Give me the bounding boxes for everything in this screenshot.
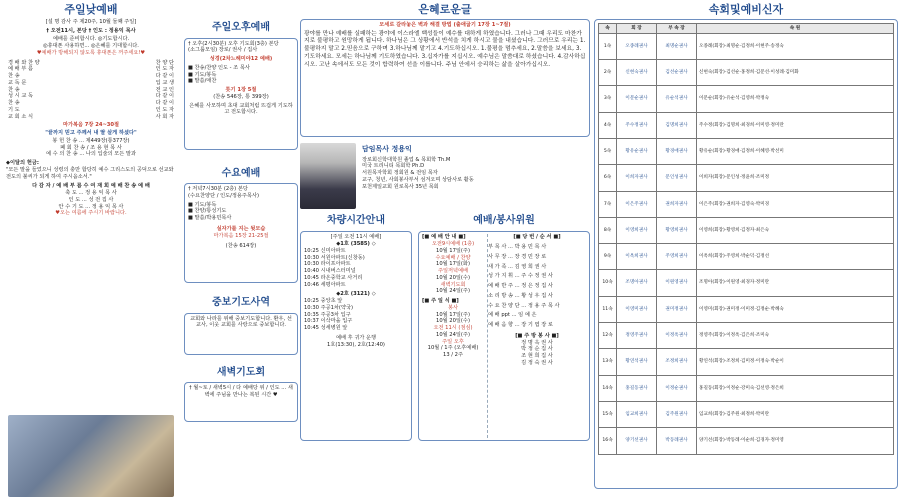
pastor-line: 포천제일교회 원로목사 35년 목회 <box>362 183 439 190</box>
wednesday-item: ■ 찬양/통성기도 <box>188 208 227 215</box>
cell-leader: 양기선권사 <box>617 428 657 454</box>
wednesday-hymn: (찬송 614장) <box>225 243 257 250</box>
cell-number: 15속 <box>599 401 617 427</box>
afternoon-scripture: 룻기 1장 5절 <box>225 87 257 93</box>
shuttle-line: 1호(13:30), 2호(12:40) <box>327 341 385 348</box>
wednesday-sermon: 실자가를 지는 뒷모습 <box>216 225 266 232</box>
cell-leader: 이은주권사 <box>617 191 657 217</box>
cell-subleader: 김명희권사 <box>657 112 697 138</box>
header-cell: 속 원 <box>697 23 894 33</box>
cell-members: 황연석(회장)·조정희·김미정·이정숙·박순이 <box>697 349 894 375</box>
cell-number: 8속 <box>599 217 617 243</box>
cell-leader: 주수정권사 <box>617 112 657 138</box>
cell-subleader: 최명순권사 <box>657 33 697 59</box>
cell-subleader: 유순석권사 <box>657 86 697 112</box>
table-row <box>599 375 894 401</box>
pastor-line: 미국 트리니티 목회학 Ph.D <box>362 163 425 170</box>
afternoon-item: ■ 말씀/애찬 <box>188 78 217 85</box>
afternoon-item: ■ 찬송/찬양 인도 - 조 목사 <box>188 64 250 71</box>
cell-number: 10속 <box>599 270 617 296</box>
cell-members: 황유순(회장)·황경애·김정희·이혜영·박선미 <box>697 138 894 164</box>
shuttle-line: 10:30 서원아파트(신창동) <box>304 254 365 261</box>
volunteer-right: 박 정 순 집 사 <box>521 346 553 353</box>
order-row: 찬 송 다 같 이 <box>8 100 174 106</box>
cell-leader: 임교희권사 <box>617 401 657 427</box>
congregation-photo <box>8 415 174 497</box>
grace-subtitle: 모세로 갈라놓은 벽과 해결 방법 (출애굽기 17장 1~7절) <box>379 21 511 28</box>
shuttle-line: 10:25 중앙초 앞 <box>304 298 343 304</box>
intro-line-3: ♥예배가 방해되지 않도록 휴대폰은 꺼주세요!♥ <box>36 49 146 56</box>
bottom-row: 안 수 기 도 ... 정 용 익 목 사 <box>58 203 124 210</box>
cell-subleader: 이정옥권사 <box>657 323 697 349</box>
cell-number: 16속 <box>599 428 617 454</box>
cell-members: 정영주(회장)·이정옥·김은희·조미숙 <box>697 323 894 349</box>
shuttle-line: ◆2호 (3121) ◇ <box>336 291 376 298</box>
cell-leader: 조명아권사 <box>617 270 657 296</box>
cell-subleader: 주영희권사 <box>657 244 697 270</box>
cell-number: 1속 <box>599 33 617 59</box>
shuttle-line: 10:35 주공3차 입구 <box>304 311 351 318</box>
table-row <box>599 165 894 191</box>
cell-leader: 이영미권사 <box>617 296 657 322</box>
volunteer-left: 10월 24일(주) <box>436 331 470 338</box>
grace-box <box>300 19 590 137</box>
shuttle-section <box>300 215 412 442</box>
volunteer-left: 10월 17일(주) <box>436 247 470 254</box>
notice-title: ◆이달의 헌금: <box>6 160 39 166</box>
cell-number: 12속 <box>599 323 617 349</box>
cell-subleader: 황경애권사 <box>657 138 697 164</box>
grace-column <box>300 0 590 501</box>
cell-subleader: 이정순권사 <box>657 375 697 401</box>
table-row <box>599 217 894 243</box>
volunteer-right: 예 배 음 향 ... 장 기 엽 장 로 <box>488 322 553 328</box>
cell-leader: 이희자권사 <box>617 165 657 191</box>
volunteer-left: 13 / 2주 <box>443 352 463 358</box>
order-row: 기 도 인 도 자 <box>8 106 174 113</box>
volunteer-right: 부 목 사 ... 박 용 민 목 사 <box>488 244 547 250</box>
volunteer-left: 봉사 <box>447 304 459 311</box>
notice-text: "모든 말을 들었으니 성령의 충만 합당히 예수 그리스도의 공덕으로 선교와 전도의 불씨가 되게 하여 주시옵소서." <box>6 166 174 180</box>
table-row <box>599 296 894 322</box>
afternoon-hymn: (찬송 546장, 통 399장) <box>213 93 269 100</box>
order-row: 교 독 문 입 교 생 <box>8 79 174 86</box>
afternoon-worship-box <box>184 38 298 150</box>
cell-number: 3속 <box>599 86 617 112</box>
bottom-title: 다 감 자 / 예 배 부 름 수 여 재 회 예 배 찬 송 예 배 <box>32 183 150 190</box>
order-row: 찬 송 전 교 인 <box>8 86 174 93</box>
pastor-line: 교구, 청년, 사회봉사부서 섬겨오며 상담사로 활동 <box>362 176 474 183</box>
cell-groups-box <box>594 19 898 489</box>
table-row <box>599 323 894 349</box>
cell-groups-title: 속회및예비신자 <box>708 3 784 16</box>
shuttle-title: 차량시간안내 <box>327 214 385 226</box>
volunteer-left: 10월 17일(주) <box>436 311 470 318</box>
table-row <box>599 244 894 270</box>
order-row: 찬 송 다 같 이 <box>8 73 174 79</box>
order-row: 성 시 교 독 다 같 이 <box>8 93 174 100</box>
cell-subleader: 김주원권사 <box>657 401 697 427</box>
offering-hymn: 봉 헌 찬 송 ... 제449장(통377장) <box>52 137 130 144</box>
volunteer-right: 예 배 반 주 ... 정 은 정 집 사 <box>488 283 553 289</box>
cell-leader: 황유순권사 <box>617 138 657 164</box>
afternoon-worship-title: 주일오후예배 <box>212 22 270 33</box>
cell-leader: 이문순권사 <box>617 86 657 112</box>
cell-members: 주수정(회장)·김명희·최경희·이미영·정미란 <box>697 112 894 138</box>
volunteer-right: 김 정 숙 권 사 <box>521 359 553 366</box>
wednesday-line: (수요찬양단 / 인도/정용주목사) <box>188 192 259 199</box>
header-cell: 속 <box>599 23 617 33</box>
wednesday-line: † 저녁7시30분 (2층) 본당 <box>188 186 248 192</box>
cell-number: 6속 <box>599 165 617 191</box>
cell-members: 이영희(회장)·황영희·김정자·최은숙 <box>697 217 894 243</box>
cell-subleader: 김선순권사 <box>657 60 697 86</box>
intercession-note: 교회와 나라를 위해 중보기도합니다. 환우, 선교사, 이웃 교회를 사랑으로 중보합니다. <box>190 315 292 329</box>
shuttle-line: 10:45 성세병원 앞 <box>304 325 348 331</box>
cell-groups-table <box>598 23 894 455</box>
table-row <box>599 270 894 296</box>
cell-members: 이희자(회장)·문인성·정윤희·조미정 <box>697 165 894 191</box>
volunteer-right: 사 무 장 ... 장 경 민 장 로 <box>488 253 547 260</box>
cell-subleader: 이원영권사 <box>657 270 697 296</box>
dawn-prayer-title: 새벽기도회 <box>216 366 266 378</box>
volunteer-right: 수 요 찬 양 단 ... 정 용 주 목 사 <box>488 302 560 309</box>
cell-subleader: 권미정권사 <box>657 296 697 322</box>
pastor-title: 담임목사 정용익 <box>362 144 412 153</box>
cell-subleader: 권희자권사 <box>657 191 697 217</box>
intercession-box <box>184 313 298 355</box>
shuttle-line: 10:30 라이프아파트 <box>304 261 351 268</box>
cell-members: 이은주(회장)·권희자·김영숙·박미경 <box>697 191 894 217</box>
cell-leader: 정영주권사 <box>617 323 657 349</box>
cell-members: 양기선(회장)·박동례·이순희·김경자·정미영 <box>697 428 894 454</box>
dawn-prayer-note: † 월~토 / 새벽5시 / 다 예배당 위 / 인도 ... 새벽에 주님을 만나는 복된 시간 ♥ <box>189 385 293 398</box>
cell-members: 오종례(회장)·최명순·김정희·이현주·송정숙 <box>697 33 894 59</box>
cell-members: 이옥희(회장)·주영희·박순덕·김정선 <box>697 244 894 270</box>
table-header <box>599 23 894 33</box>
afternoon-note: 은혜를 사모하며 초대 교회처럼 뜨겁게 기도하고 전도합시다. <box>189 102 293 116</box>
cell-leader: 홍길동권사 <box>617 375 657 401</box>
volunteer-left: 10월 / 1주 (오후예배) <box>427 345 479 352</box>
cell-number: 11속 <box>599 296 617 322</box>
wednesday-item: ■ 말씀/박용민목사 <box>188 215 232 221</box>
header-cell: 회 장 <box>617 23 657 33</box>
order-list <box>8 60 174 121</box>
pastor-card <box>300 143 590 211</box>
cell-number: 9속 <box>599 244 617 270</box>
volunteers-title: 예배/봉사위원 <box>473 214 535 226</box>
wednesday-worship-title: 수요예배 <box>221 167 261 179</box>
volunteer-right: 조 현 희 집 사 <box>521 353 553 359</box>
cell-number: 13속 <box>599 349 617 375</box>
shuttle-line: 10:45 라온중학교 사거리 <box>304 274 363 281</box>
shuttle-line: 예배 후 귀가 운행 <box>335 334 377 341</box>
afternoon-item: ■ 기도/봉독 <box>188 71 217 78</box>
table-row <box>599 138 894 164</box>
volunteer-left: 10월 20일(수) <box>436 274 470 281</box>
intercession-title: 중보기도사역 <box>212 297 270 308</box>
volunteer-left: 주일저녁예배 <box>437 268 469 274</box>
cell-members: 조명아(회장)·이원영·최경자·정미란 <box>697 270 894 296</box>
table-row <box>599 86 894 112</box>
cell-leader: 신현숙권사 <box>617 60 657 86</box>
bottom-note: ♥오는 여름에 주시기 바랍니다. <box>55 210 127 217</box>
table-row <box>599 60 894 86</box>
order-row: 교 회 소 식 사 회 자 <box>8 113 174 120</box>
cell-number: 4속 <box>599 112 617 138</box>
volunteer-left: 오전9시예배 (1층) <box>431 241 475 247</box>
order-row: 경 배 와 찬 양 찬 양 단 <box>8 59 174 66</box>
shuttle-box <box>300 231 412 441</box>
service-time: † 오전11시, 본당 † 인도 : 정용익 목사 <box>46 27 136 34</box>
volunteer-left: 10월 24일(주) <box>436 288 470 295</box>
volunteer-left: 10월 20일(수) <box>436 318 470 325</box>
wednesday-worship-box <box>184 183 298 283</box>
volunteer-left: 주일 오후 <box>442 338 464 345</box>
volunteer-left: 오전 11시 (점심) <box>433 325 473 331</box>
cell-members: 이영미(회장)·권미정·이미정·김정순·박혜숙 <box>697 296 894 322</box>
service-subtitle: [설 명 감사 주 제20주, 10월 둘째 주일] <box>45 18 137 25</box>
volunteer-left: 새벽기도회 <box>440 281 466 288</box>
cell-leader: 오종례권사 <box>617 33 657 59</box>
afternoon-subtitle: 성경(2차느헤미야12 예배) <box>209 56 273 62</box>
cell-number: 2속 <box>599 60 617 86</box>
cell-members: 신현숙(회장)·김선순·홍정희·김문선·이성례·김미화 <box>697 60 894 86</box>
bottom-row: 인 도 ... 성 전 집 사 <box>68 196 114 203</box>
shuttle-line: 10:46 세평아파트 <box>304 281 346 288</box>
weekly-services-column <box>184 0 298 501</box>
pastor-photo <box>300 143 356 209</box>
volunteer-right: 새 가 족 ... 김 영 희 권 사 <box>488 263 547 270</box>
cell-number: 5속 <box>599 138 617 164</box>
shuttle-line: 10:37 이삭마을 입구 <box>304 318 353 325</box>
order-row: 예 배 부 름 인 도 자 <box>8 66 174 73</box>
pastor-line: 장로회신학대학원 졸업 & 목회학 Th.M <box>362 156 451 163</box>
pastor-line: 서원목자학회 정회원 & 전임 목자 <box>362 170 438 176</box>
intro-line-1: 예배를 준비합시다. ◎기도합시다. <box>52 36 130 43</box>
grace-body: 광야를 만나 예배를 실패하는 광야에 이스라엘 백성들이 예수를 대하게 하였습니다. 그러나 그때 우리도 마찬가지로 불평하고 원망하게 됩니다. 하나님은 그 상황에서 반석을 치게 하시고 물을 내셨습니다. 그러므로 우리는 1.불평하지 말고 2.믿음으로 구하며 3.하나님께 맡기고 4.기도하십시오. 1.불평을 멈추세요, 2.말씀을 보세요, 3.기도하세요. 모세는 하나님께 기도하였습니다. 3.십자가를 지십시오. 예수님은 말씀대로 하셨습니다. 4.감사하십시오. 고난 속에서도 모든 것이 합력하여 선을 이룹니다. 주님 안에서 승리하는 삶을 살아가십시오. <box>304 30 586 68</box>
volunteer-left: 수요예배 / 찬양 <box>435 254 471 261</box>
volunteer-right: 예 배 ppt ... 임 예 은 <box>488 312 537 319</box>
shuttle-line: ◆1호 (3585) ◇ <box>336 241 376 247</box>
shuttle-line: 10:25 신미아파트 <box>304 247 346 254</box>
cell-subleader: 황영희권사 <box>657 217 697 243</box>
afternoon-line: (소그룹모임) 장로/ 권사 / 집사 <box>188 47 258 54</box>
volunteer-left: [■ 예 배 안 내 ■] <box>422 234 466 241</box>
grace-title: 은혜로운글 <box>418 3 472 16</box>
cell-leader: 황연석권사 <box>617 349 657 375</box>
cell-members: 임교희(회장)·김주원·최정희·박미란 <box>697 401 894 427</box>
table-row <box>599 401 894 427</box>
intro-line-2: ◎휴대폰 사용하면... ◎은혜를 기대합시다. <box>43 43 139 49</box>
volunteer-right: [■ 주 방 봉 사 ■] <box>515 332 559 339</box>
afternoon-line: † 오후(2시30분) 오후 기도회(3층) 본당 <box>188 40 279 47</box>
volunteer-right: 소 리 방 송 ... 황 성 우 집 사 <box>488 292 553 299</box>
cell-members: 이문순(회장)·유순석·김영희·박정숙 <box>697 86 894 112</box>
shuttle-line: [주일 오전 11시 예배] <box>330 234 382 241</box>
table-row <box>599 191 894 217</box>
shuttle-line: 10:40 시내버스터미널 <box>304 268 356 274</box>
volunteer-left: 10월 17일(화) <box>436 261 470 268</box>
volunteer-right: [■ 당 번 / 순 서 ■] <box>513 234 561 241</box>
sermon-title: "끝까지 믿고 주께서 내 딸 살게 하셨다" <box>45 130 137 136</box>
bottom-row: 축 도 ... 정 용 익 목 사 <box>65 190 117 196</box>
scripture: 마가복음 7장 24~30절 <box>62 122 120 129</box>
wednesday-item: ■ 기도/봉독 <box>188 201 217 208</box>
cell-subleader: 박동례권사 <box>657 428 697 454</box>
shuttle-line: 10:30 주공1차(약국) <box>304 304 354 311</box>
volunteers-box <box>418 231 590 441</box>
cell-members: 홍길동(회장)·이정순·강미숙·김선영·정은희 <box>697 375 894 401</box>
header-cell: 부 속 장 <box>657 23 697 33</box>
volunteer-right: 성 가 지 휘 ... 주 수 정 권 사 <box>488 273 553 280</box>
cell-number: 7속 <box>599 191 617 217</box>
wednesday-scripture: 마가복음 15장 21-25절 <box>213 232 269 239</box>
page-title: 주일낮예배 <box>64 3 118 16</box>
table-row <box>599 112 894 138</box>
cell-groups-column <box>594 0 898 501</box>
cell-subleader: 조정희권사 <box>657 349 697 375</box>
dawn-prayer-box <box>184 382 298 422</box>
cell-leader: 이영희권사 <box>617 217 657 243</box>
table-row <box>599 349 894 375</box>
cell-subleader: 문인성권사 <box>657 165 697 191</box>
sunday-worship-column <box>2 0 180 501</box>
volunteers-section <box>418 215 590 442</box>
table-row <box>599 33 894 59</box>
table-row <box>599 428 894 454</box>
song-line: 예 수 의 찬 송 ... 나의 입술의 모든 말과 <box>46 151 136 158</box>
volunteer-left: [■ 주 일 식 ■] <box>422 298 459 304</box>
closing-hymn: 폐 회 찬 송 / 조 용 현 목 사 <box>60 144 122 151</box>
volunteer-right: 정 명 옥 권 사 <box>521 339 553 346</box>
cell-leader: 이옥희권사 <box>617 244 657 270</box>
cell-number: 14속 <box>599 375 617 401</box>
